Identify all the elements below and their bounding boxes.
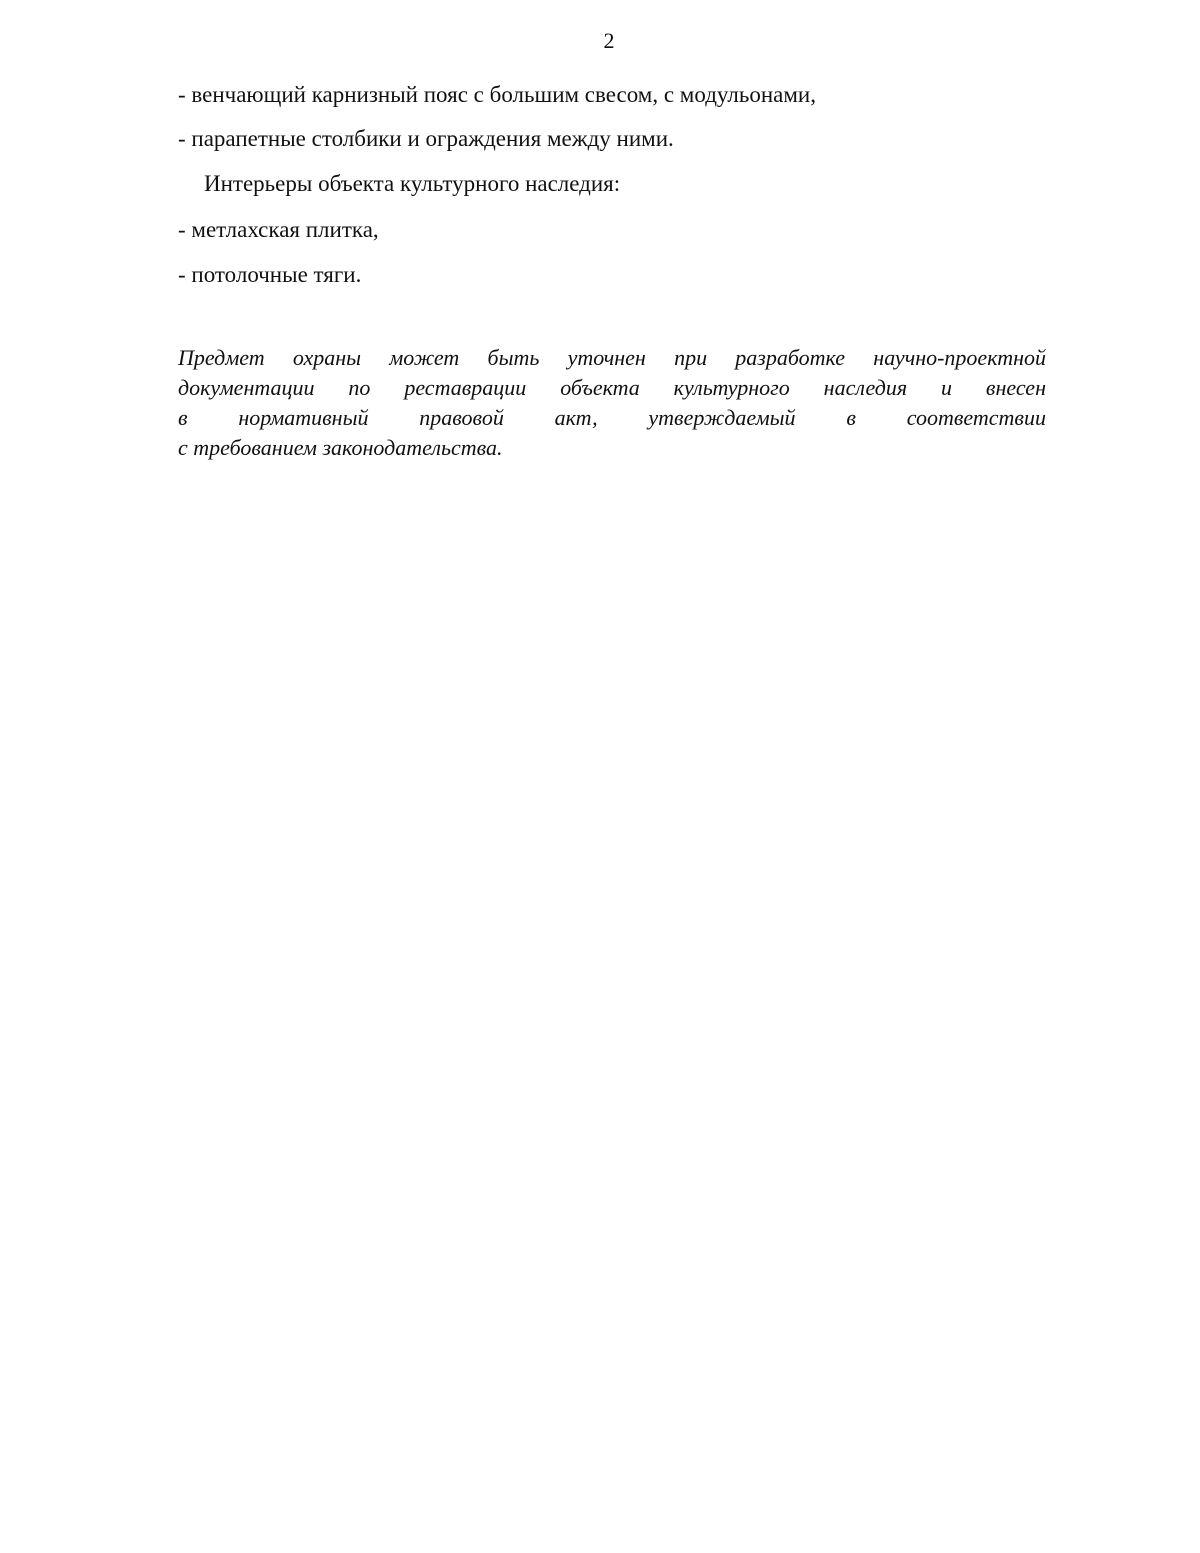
note-word: акт, (554, 405, 598, 430)
list-item-cornice: - венчающий карнизный пояс с большим свесом, с модульонами, (178, 82, 816, 107)
page-number: 2 (603, 28, 615, 53)
note-word: утверждаемый (648, 405, 796, 430)
note-line-3 (178, 403, 1046, 433)
protection-note (178, 343, 1046, 463)
note-line-2: документации по реставрации объекта культурного наследия и внесен (178, 375, 1046, 400)
note-word: соответствии (906, 405, 1046, 430)
note-line-4: с требованием законодательства. (178, 435, 503, 460)
note-word: правовой (419, 405, 504, 430)
note-line-1: Предмет охраны может быть уточнен при разработке научно-проектной (178, 345, 1046, 370)
note-word: в (846, 405, 856, 430)
note-word: нормативный (238, 405, 369, 430)
note-word: в (178, 405, 188, 430)
list-item-ceiling: - потолочные тяги. (178, 262, 362, 287)
interiors-heading: Интерьеры объекта культурного наследия: (204, 171, 621, 196)
list-item-tile: - метлахская плитка, (178, 217, 379, 242)
list-item-parapet: - парапетные столбики и ограждения между ними. (178, 126, 674, 151)
